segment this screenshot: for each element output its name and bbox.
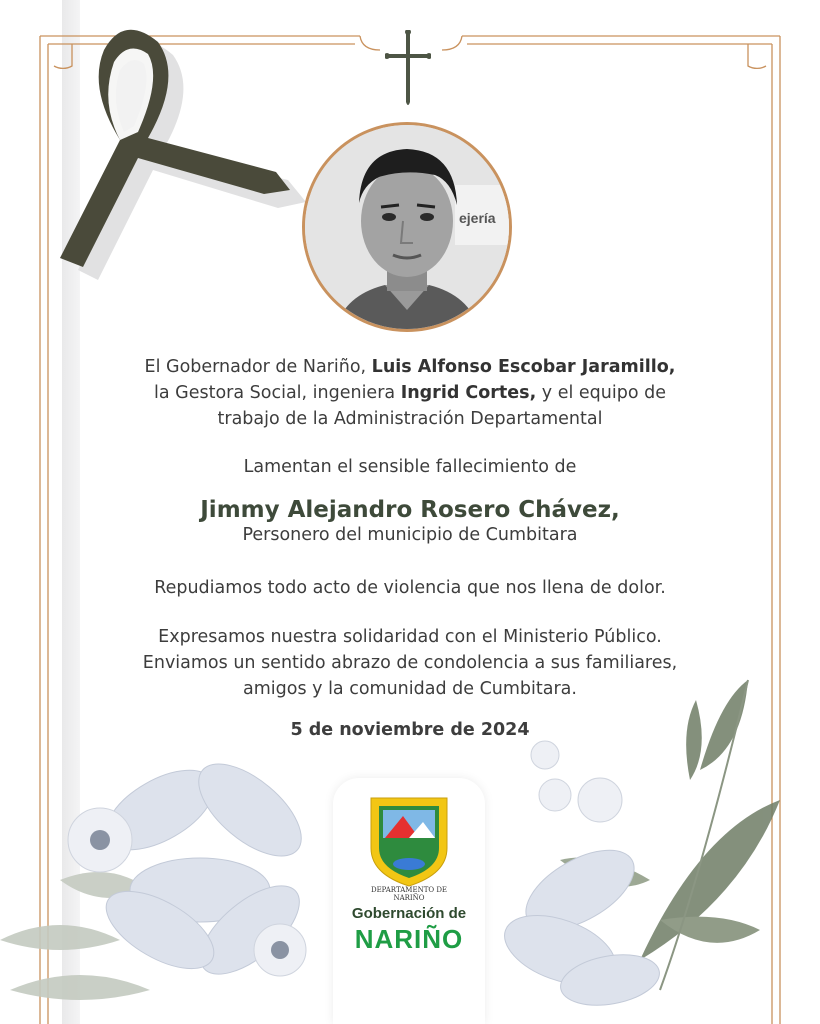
lament-text: Lamentan el sensible fallecimiento de	[243, 457, 577, 477]
solidarity-line-1: Expresamos nuestra solidaridad con el Ministerio Público.	[158, 627, 662, 647]
coat-of-arms-icon	[333, 778, 485, 888]
logo-subtitle: NARIÑO	[354, 924, 464, 954]
solidarity-line-2: Enviamos un sentido abrazo de condolencia a sus familiares,	[142, 653, 678, 673]
intro-text-2: la Gestora Social, ingeniera	[154, 383, 401, 403]
cross-icon	[385, 30, 431, 110]
ribbon-icon	[28, 22, 308, 292]
social-manager-name: Ingrid Cortes,	[400, 383, 537, 403]
governor-name: Luis Alfonso Escobar Jaramillo,	[371, 357, 676, 377]
date-text: 5 de noviembre de 2024	[290, 720, 530, 740]
portrait-photo	[302, 122, 512, 332]
logo-title: Gobernación de	[351, 905, 467, 922]
intro-paragraph	[90, 354, 730, 432]
deceased-role: Personero del municipio de Cumbitara	[242, 525, 578, 545]
intro-text-1: El Gobernador de Nariño,	[144, 357, 372, 377]
intro-text-4: trabajo de la Administración Departamental	[217, 409, 603, 429]
logo-banner: DEPARTAMENTO DE NARIÑO	[370, 886, 448, 902]
solidarity-line-3: amigos y la comunidad de Cumbitara.	[243, 679, 577, 699]
intro-text-3: y el equipo de	[536, 383, 666, 403]
deceased-name: Jimmy Alejandro Rosero Chávez,	[200, 497, 620, 523]
repudiate-text: Repudiamos todo acto de violencia que nos llena de dolor.	[154, 578, 666, 598]
logo-card	[333, 778, 485, 1024]
portrait-bg-text: ejería	[459, 210, 496, 226]
